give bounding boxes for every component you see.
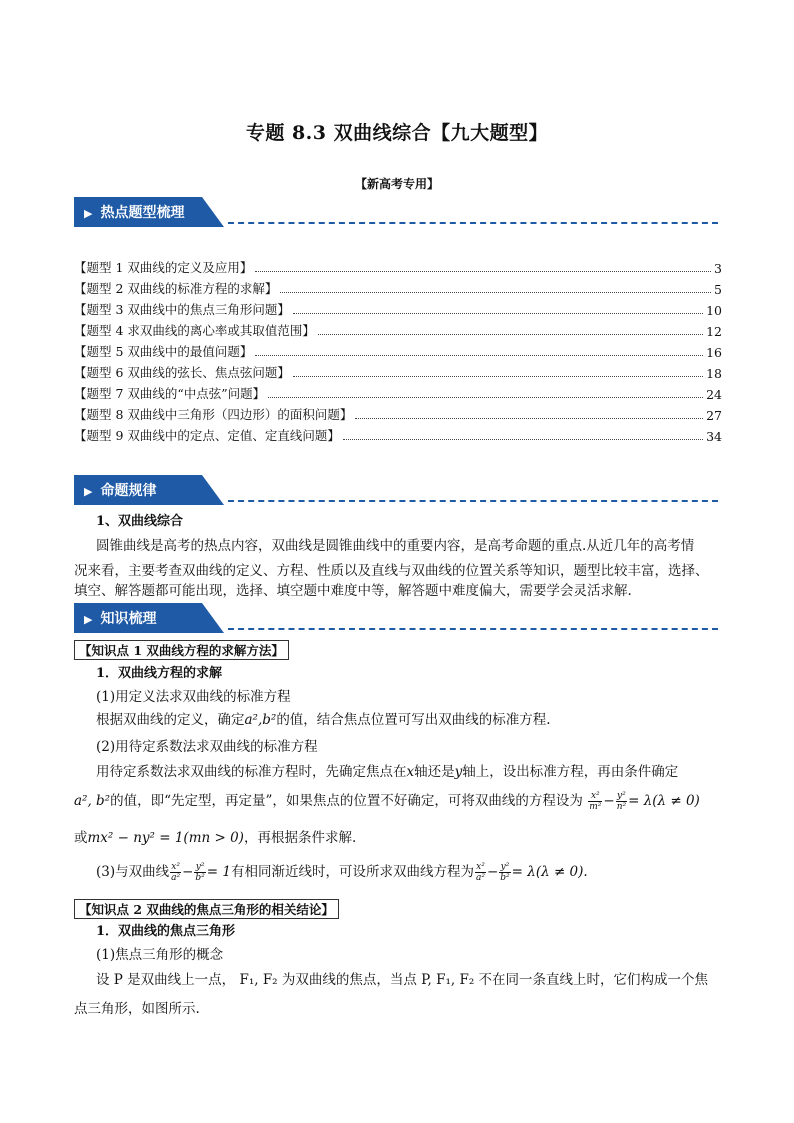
kp1-sub1: (1)用定义法求双曲线的标准方程 bbox=[96, 689, 291, 705]
toc-entry[interactable] bbox=[74, 340, 722, 360]
rules-line-3: 填空、解答题都可能出现，选择、填空题中难度中等，解答题中难度偏大，需要学会灵活求解. bbox=[74, 583, 632, 599]
fraction: $\frac{\text{x²}}{\text{a²}}$ bbox=[171, 862, 181, 883]
toc-leader-dots bbox=[293, 376, 703, 377]
kp1-sub2-line3: 或mx² − ny² = 1(mn > 0)，再根据条件求解. bbox=[74, 830, 357, 846]
toc-entry-page: 27 bbox=[706, 408, 722, 423]
kp1-sub2-line1: 用待定系数法求双曲线的标准方程时，先确定焦点在x轴还是y轴上，设出标准方程，再由条件确定 bbox=[96, 764, 679, 780]
kp1-sub2-line2: a², b²的值，即“先定型，再定量”，如果焦点的位置不好确定，可将双曲线的方程设为 $\frac{\text{x²}}{\text{m²}}$ − $\frac{\text{y²}}{\text{n²}}$ = λ(λ ≠ 0) bbox=[74, 791, 700, 812]
toc-entry-page: 10 bbox=[706, 303, 722, 318]
section-title: 知识梳理 bbox=[100, 611, 157, 627]
toc-entry-label: 【题型 6 双曲线的弦长、焦点弦问题】 bbox=[74, 365, 290, 380]
page-title: 专题 8.3 双曲线综合【九大题型】 bbox=[245, 122, 549, 144]
play-triangle-icon: ▶ bbox=[84, 207, 93, 220]
toc-entry-label: 【题型 2 双曲线的标准方程的求解】 bbox=[74, 281, 278, 296]
kp2-line2: 点三角形，如图所示. bbox=[74, 1001, 200, 1017]
section-title: 命题规律 bbox=[100, 483, 157, 499]
kp1-sub2: (2)用待定系数法求双曲线的标准方程 bbox=[96, 739, 318, 755]
play-triangle-icon: ▶ bbox=[84, 613, 93, 626]
toc-entry[interactable] bbox=[74, 361, 722, 381]
toc-leader-dots bbox=[280, 292, 711, 293]
toc-entry[interactable] bbox=[74, 424, 722, 444]
page-subtitle: 【新高考专用】 bbox=[354, 177, 439, 191]
section-divider bbox=[228, 628, 718, 630]
toc-entry-page: 12 bbox=[706, 324, 722, 339]
toc-leader-dots bbox=[355, 418, 703, 419]
rules-heading: 1、双曲线综合 bbox=[96, 514, 184, 529]
kp1-sub1-text: 根据双曲线的定义，确定a²,b²的值，结合焦点位置可写出双曲线的标准方程. bbox=[96, 712, 551, 728]
toc-leader-dots bbox=[343, 439, 703, 440]
section-header-knowledge bbox=[74, 603, 224, 633]
toc-entry-page: 16 bbox=[706, 345, 722, 360]
section-title: 热点题型梳理 bbox=[100, 205, 185, 221]
toc-entry-page: 5 bbox=[714, 282, 722, 297]
fraction: $\frac{\text{y²}}{\text{b²}}$ bbox=[195, 862, 205, 883]
toc-entry-page: 34 bbox=[706, 429, 722, 444]
rules-line-1: 圆锥曲线是高考的热点内容，双曲线是圆锥曲线中的重要内容，是高考命题的重点.从近几年的高考情 bbox=[96, 538, 695, 554]
kp2-line1: 设 P 是双曲线上一点， F₁, F₂ 为双曲线的焦点，当点 P, F₁, F₂ 不在同一条直线上时，它们构成一个焦 bbox=[96, 972, 709, 988]
toc-leader-dots bbox=[268, 397, 703, 398]
toc-leader-dots bbox=[293, 313, 703, 314]
toc-entry[interactable] bbox=[74, 256, 722, 276]
play-triangle-icon: ▶ bbox=[84, 485, 93, 498]
fraction: $\frac{\text{x²}}{\text{a²}}$ bbox=[476, 862, 485, 883]
toc-entry[interactable] bbox=[74, 277, 722, 297]
toc-entry[interactable] bbox=[74, 319, 722, 339]
toc-entry-page: 3 bbox=[714, 261, 722, 276]
rules-line-2: 况来看，主要考查双曲线的定义、方程、性质以及直线与双曲线的位置关系等知识，题型比较丰富，选择、 bbox=[74, 563, 709, 579]
toc-entry[interactable] bbox=[74, 382, 722, 402]
section-divider bbox=[228, 500, 718, 502]
kp2-sub1: (1)焦点三角形的概念 bbox=[96, 947, 224, 963]
section-header-hot bbox=[74, 197, 224, 227]
knowledge-point-1-box: 【知识点 1 双曲线方程的求解方法】 bbox=[74, 640, 289, 660]
toc-leader-dots bbox=[255, 271, 711, 272]
toc-leader-dots bbox=[255, 355, 703, 356]
fraction: $\frac{\text{y²}}{\text{n²}}$ bbox=[616, 791, 627, 812]
toc-entry-page: 24 bbox=[706, 387, 722, 402]
toc-entry-label: 【题型 7 双曲线的“中点弦”问题】 bbox=[74, 386, 266, 401]
section-header-rules bbox=[74, 475, 224, 505]
toc-entry-label: 【题型 5 双曲线中的最值问题】 bbox=[74, 344, 253, 359]
section-divider bbox=[228, 222, 718, 224]
toc-entry-page: 18 bbox=[706, 366, 722, 381]
toc-entry-label: 【题型 3 双曲线中的焦点三角形问题】 bbox=[74, 302, 290, 317]
toc-entry-label: 【题型 9 双曲线中的定点、定值、定直线问题】 bbox=[74, 428, 340, 443]
toc-leader-dots bbox=[318, 334, 703, 335]
kp1-heading: 1．双曲线方程的求解 bbox=[96, 666, 223, 681]
kp2-heading: 1．双曲线的焦点三角形 bbox=[96, 924, 236, 939]
knowledge-point-2-box: 【知识点 2 双曲线的焦点三角形的相关结论】 bbox=[74, 899, 339, 919]
kp1-sub3: (3)与双曲线 $\frac{\text{x²}}{\text{a²}}$ − $\frac{\text{y²}}{\text{b²}}$ = 1有相同渐近线时，可设所求双曲线方程为 $\frac{\text{x²}}{\text{a²}}$ − $\frac{\text{y²}}{\text{b²}}$ = λ(λ ≠ 0). bbox=[96, 862, 588, 883]
toc-entry-label: 【题型 8 双曲线中三角形（四边形）的面积问题】 bbox=[74, 407, 353, 422]
fraction: $\frac{\text{x²}}{\text{m²}}$ bbox=[589, 791, 602, 812]
toc-entry-label: 【题型 1 双曲线的定义及应用】 bbox=[74, 260, 253, 275]
fraction: $\frac{\text{y²}}{\text{b²}}$ bbox=[500, 862, 510, 883]
toc-entry-label: 【题型 4 求双曲线的离心率或其取值范围】 bbox=[74, 323, 315, 338]
toc-entry[interactable] bbox=[74, 298, 722, 318]
toc-entry[interactable] bbox=[74, 403, 722, 423]
